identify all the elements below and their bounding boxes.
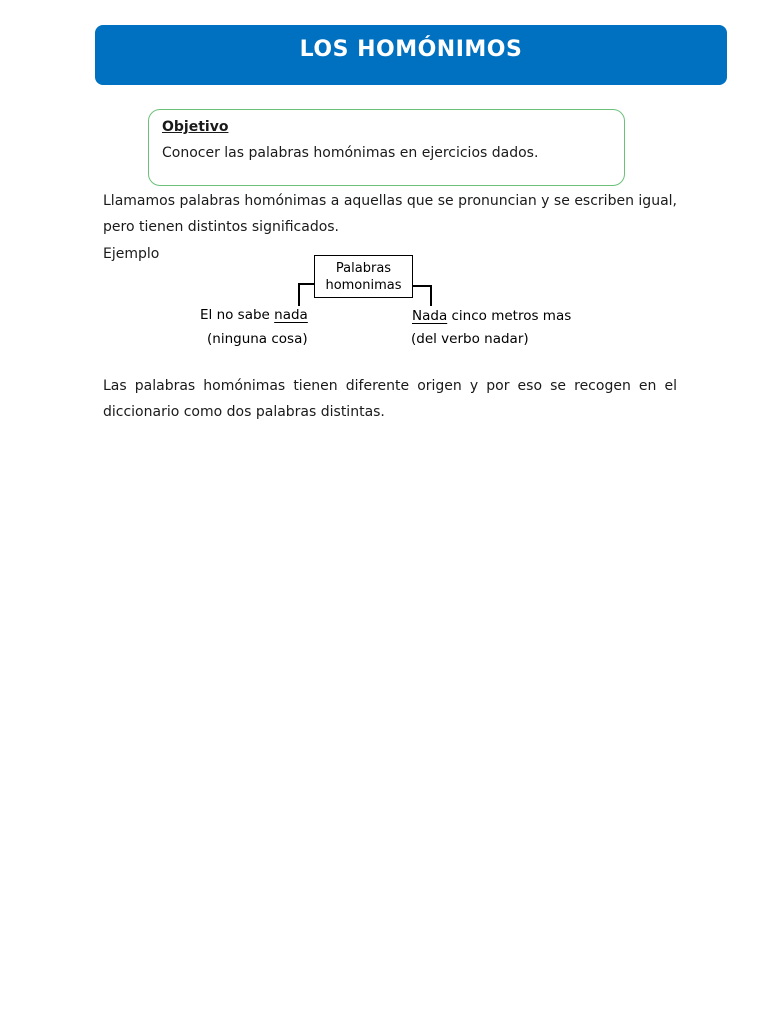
- title-banner: [95, 25, 727, 85]
- example-right-suffix: cinco metros mas: [447, 308, 572, 324]
- connector-left-horizontal: [298, 283, 315, 285]
- objective-heading: Objetivo: [162, 119, 229, 135]
- example-left-prefix: El no sabe: [200, 307, 275, 323]
- definition-line-1: Llamamos palabras homónimas a aquellas que se pronuncian y se escriben igual,: [103, 193, 677, 209]
- page-title: LOS HOMÓNIMOS: [299, 37, 523, 62]
- example-label: Ejemplo: [103, 246, 160, 262]
- objective-text: Conocer las palabras homónimas en ejercicios dados.: [162, 145, 539, 161]
- closing-paragraph: [103, 373, 677, 425]
- example-left-sentence: [200, 307, 308, 323]
- example-left-meaning: (ninguna cosa): [207, 331, 308, 347]
- closing-line-1: Las palabras homónimas tienen diferente origen y por eso se recogen en el: [103, 378, 677, 394]
- definition-paragraph: [103, 188, 677, 240]
- connector-left-vertical: [298, 283, 300, 306]
- definition-line-2: pero tienen distintos significados.: [103, 219, 340, 235]
- homonyms-diagram-box: [314, 255, 413, 298]
- example-right-word: Nada: [412, 308, 448, 324]
- objective-box: [148, 109, 625, 186]
- connector-right-horizontal: [412, 285, 431, 287]
- example-right-meaning: (del verbo nadar): [411, 331, 529, 347]
- diagram-box-line-1: Palabras: [335, 261, 392, 276]
- example-left-word: nada: [274, 307, 308, 323]
- example-right-sentence: [412, 308, 571, 324]
- connector-right-vertical: [430, 285, 432, 306]
- closing-line-2: diccionario como dos palabras distintas.: [103, 404, 385, 420]
- diagram-box-line-2: homonimas: [325, 278, 402, 293]
